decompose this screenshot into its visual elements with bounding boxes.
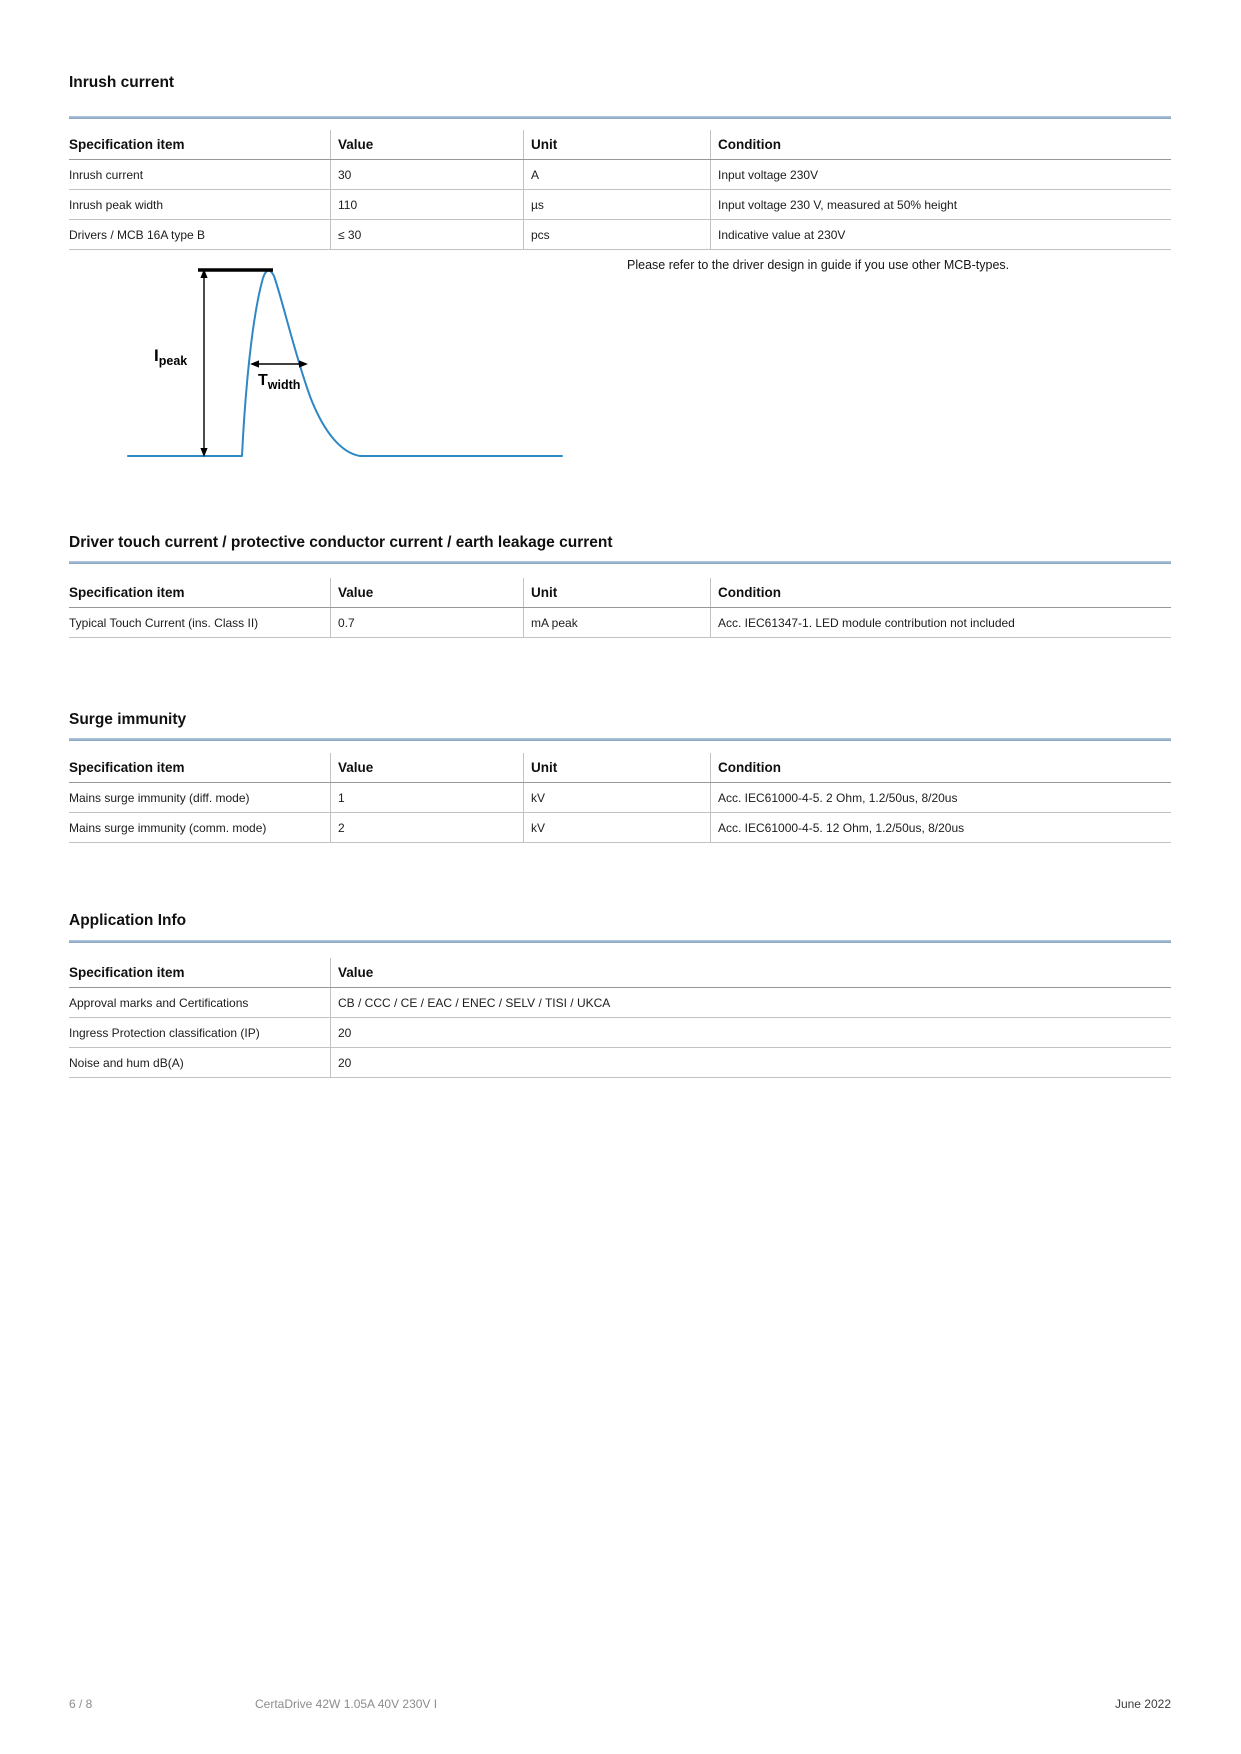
- table-cell: Indicative value at 230V: [710, 220, 1171, 249]
- table-cell: CB / CCC / CE / EAC / ENEC / SELV / TISI / UKCA: [330, 988, 1171, 1017]
- table-cell: 20: [330, 1018, 1171, 1047]
- table-cell: 1: [330, 783, 523, 812]
- table-row: [69, 813, 1171, 843]
- section-title-surge-immunity: Surge immunity: [69, 711, 187, 728]
- column-header: Value: [330, 130, 523, 159]
- table-cell: 110: [330, 190, 523, 219]
- table-header-row: [69, 130, 1171, 160]
- table-row: [69, 1018, 1171, 1048]
- mcb-note: Please refer to the driver design in guide if you use other MCB-types.: [627, 258, 1010, 272]
- table-cell: Drivers / MCB 16A type B: [69, 227, 206, 242]
- table-row: [69, 220, 1171, 250]
- table-cell: Approval marks and Certifications: [69, 995, 249, 1010]
- table-cell: 30: [330, 160, 523, 189]
- inrush-current-table: [69, 130, 1171, 250]
- surge-immunity-table: [69, 753, 1171, 843]
- table-row: [69, 190, 1171, 220]
- table-cell: ≤ 30: [330, 220, 523, 249]
- table-cell: Input voltage 230 V, measured at 50% height: [710, 190, 1171, 219]
- table-cell: Typical Touch Current (ins. Class II): [69, 615, 259, 630]
- table-row: [69, 160, 1171, 190]
- column-header: Value: [330, 958, 1171, 987]
- table-cell: pcs: [523, 220, 710, 249]
- table-row: [69, 608, 1171, 638]
- table-cell: A: [523, 160, 710, 189]
- column-header: Specification item: [69, 585, 185, 600]
- table-cell: 2: [330, 813, 523, 842]
- column-header: Value: [330, 753, 523, 782]
- twidth-arrow: [250, 360, 308, 367]
- table-cell: kV: [523, 783, 710, 812]
- column-header: Condition: [710, 578, 1171, 607]
- inrush-curve: [128, 271, 562, 456]
- table-cell: Acc. IEC61000-4-5. 12 Ohm, 1.2/50us, 8/20us: [710, 813, 1171, 842]
- table-cell: Acc. IEC61347-1. LED module contribution not included: [710, 608, 1171, 637]
- table-cell: 20: [330, 1048, 1171, 1077]
- footer-date: June 2022: [1114, 1697, 1171, 1711]
- table-cell: Noise and hum dB(A): [69, 1055, 184, 1070]
- column-header: Specification item: [69, 760, 185, 775]
- section-title-driver-touch-current: Driver touch current / protective conductor current / earth leakage current: [69, 534, 613, 551]
- inrush-waveform-svg: [120, 264, 565, 460]
- section-title-application-info: Application Info: [69, 912, 187, 929]
- section-title-inrush-current: Inrush current: [69, 74, 175, 91]
- table-row: [69, 1048, 1171, 1078]
- column-header: Specification item: [69, 137, 185, 152]
- table-cell: mA peak: [523, 608, 710, 637]
- table-cell: Mains surge immunity (comm. mode): [69, 820, 267, 835]
- table-cell: kV: [523, 813, 710, 842]
- table-cell: Ingress Protection classification (IP): [69, 1025, 260, 1040]
- table-cell: Input voltage 230V: [710, 160, 1171, 189]
- application-info-table: [69, 958, 1171, 1078]
- table-cell: Mains surge immunity (diff. mode): [69, 790, 250, 805]
- table-cell: Acc. IEC61000-4-5. 2 Ohm, 1.2/50us, 8/20us: [710, 783, 1171, 812]
- column-header: Specification item: [69, 965, 185, 980]
- column-header: Unit: [523, 578, 710, 607]
- section-rule: [69, 738, 1171, 741]
- footer-document-title: CertaDrive 42W 1.05A 40V 230V I: [255, 1697, 438, 1711]
- section-rule: [69, 940, 1171, 943]
- column-header: Condition: [710, 130, 1171, 159]
- column-header: Unit: [523, 130, 710, 159]
- table-row: [69, 783, 1171, 813]
- column-header: Unit: [523, 753, 710, 782]
- ipeak-label: $I_{peak}$: [154, 346, 188, 368]
- section-rule: [69, 561, 1171, 564]
- inrush-waveform-figure: [120, 264, 565, 460]
- table-cell: Inrush peak width: [69, 197, 164, 212]
- column-header: Condition: [710, 753, 1171, 782]
- table-cell: µs: [523, 190, 710, 219]
- table-cell: 0.7: [330, 608, 523, 637]
- table-row: [69, 988, 1171, 1018]
- table-header-row: [69, 578, 1171, 608]
- section-rule: [69, 116, 1171, 119]
- table-header-row: [69, 753, 1171, 783]
- footer-page-number: 6 / 8: [69, 1697, 93, 1711]
- ipeak-arrow: [200, 269, 207, 457]
- table-cell: Inrush current: [69, 167, 144, 182]
- table-header-row: [69, 958, 1171, 988]
- touch-current-table: [69, 578, 1171, 638]
- twidth-label: $T_{width}$: [258, 372, 301, 392]
- column-header: Value: [330, 578, 523, 607]
